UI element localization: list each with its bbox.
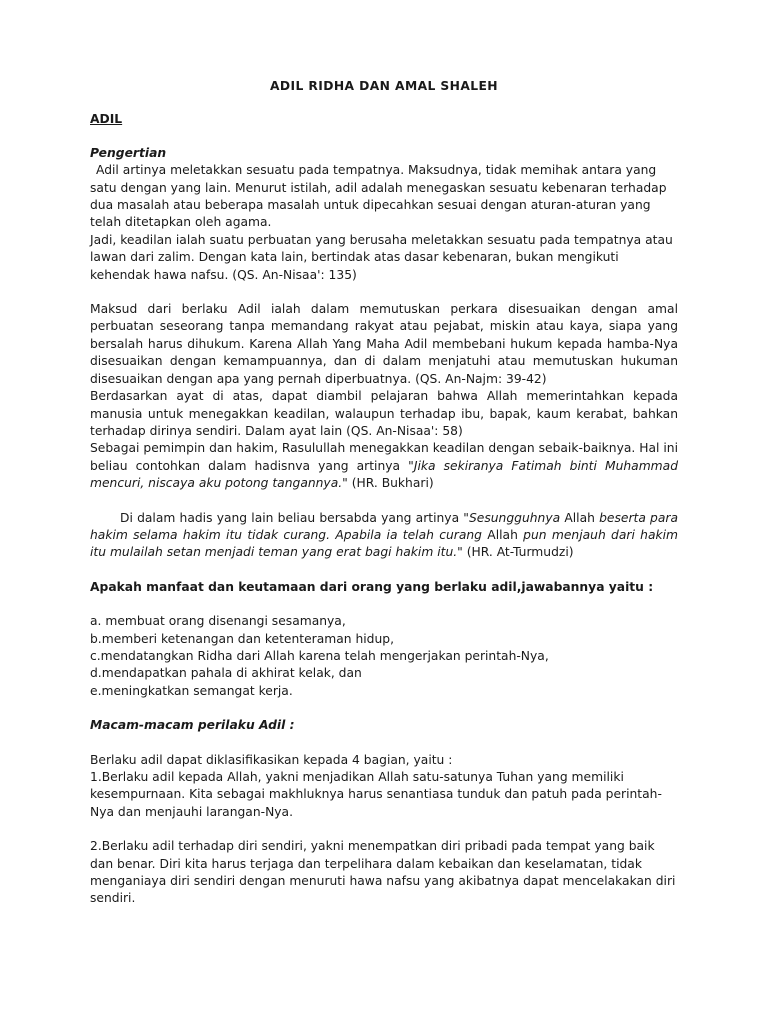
paragraph-macam-1: 1.Berlaku adil kepada Allah, yakni menjadikan Allah satu-satunya Tuhan yang memiliki kesempurnaan. Kita sebagai makhluknya harus senantiasa tunduk dan patuh pada perintah-Nya dan menjauhi larangan-Nya. <box>90 770 662 819</box>
hadith-source-turmudzi: " (HR. At-Turmudzi) <box>457 545 574 560</box>
paragraph-macam-2: 2.Berlaku adil terhadap diri sendiri, yakni menempatkan diri pribadi pada tempat yang baik dan benar. Diri kita harus terjaga dan terpelihara dalam kebaikan dan keselamatan, tidak menganiaya diri sendiri dengan menuruti hawa nafsu yang akibatnya dapat mencelakakan diri sendiri. <box>90 839 676 906</box>
spacer <box>90 735 678 752</box>
hadis-quote-part1: Sesungguhnya <box>468 510 561 525</box>
list-item: b.memberi ketenangan dan ketenteraman hidup, <box>90 631 394 646</box>
benefits-list <box>90 613 678 700</box>
paragraph-pemimpin <box>90 440 678 492</box>
spacer <box>90 821 678 838</box>
paragraph-berdasarkan: Berdasarkan ayat di atas, dapat diambil pelajaran bahwa Allah memerintahkan kepada manusia untuk menegakkan keadilan, walaupun terhadap ibu, bapak, kaum kerabat, bahkan terhadap dirinya sendiri. Dalam ayat lain (QS. An-Nisaa': 58) <box>90 389 678 438</box>
document-title: ADIL RIDHA DAN AMAL SHALEH <box>269 79 499 93</box>
paragraph-hadis-hakim <box>90 510 678 562</box>
list-item: e.meningkatkan semangat kerja. <box>90 683 293 698</box>
list-item: a. membuat orang disenangi sesamanya, <box>90 614 346 629</box>
list-item: c.mendatangkan Ridha dari Allah karena telah mengerjakan perintah-Nya, <box>90 648 549 663</box>
spacer <box>90 284 678 301</box>
hadis-intro: Di dalam hadis yang lain beliau bersabda yang artinya " <box>120 510 469 525</box>
hadis-allah-2: Allah <box>481 527 524 542</box>
spacer <box>90 596 678 613</box>
hadis-quote-part3: pun menjauh dari hakim itu mulailah setan menjadi teman yang erat bagi hakim itu. <box>90 527 679 560</box>
hadis-allah-1: Allah <box>560 510 600 525</box>
paragraph-pemimpin-text: Sebagai pemimpin dan hakim, Rasulullah menegakkan keadilan dengan sebaik-baiknya. Hal ini beliau contohkan dalam hadisnva yang artinya <box>90 441 678 473</box>
spacer <box>90 700 678 717</box>
paragraph-keadilan: Jadi, keadilan ialah suatu perbuatan yang berusaha meletakkan sesuatu pada tempatnya atau lawan dari zalim. Dengan kata lain, bertindak atas dasar kebenaran, bukan mengikuti kehendak hawa nafsu. (QS. An-Nisaa': 135) <box>90 232 673 282</box>
hadith-source-bukhari: (HR. Bukhari) <box>347 476 434 491</box>
paragraph-macam-intro: Berlaku adil dapat diklasifikasikan kepada 4 bagian, yaitu : <box>90 752 453 767</box>
question-manfaat: Apakah manfaat dan keutamaan dari orang yang berlaku adil,jawabannya yaitu : <box>90 579 654 594</box>
spacer <box>90 493 678 510</box>
section-heading-adil: ADIL <box>90 112 123 127</box>
paragraph-maksud: Maksud dari berlaku Adil ialah dalam memutuskan perkara disesuaikan dengan amal perbuatan seseorang tanpa memandang rakyat atau pejabat, miskin atau kaya, siapa yang bersalah harus dihukum. Karena Allah Yang Maha Adil membebani hukum kepada hamba-Nya disesuaikan dengan kemampuannya, dan di dalam menjatuhi atau memutuskan hukuman disesuaikan dengan apa yang pernah diperbuatnya. (QS. An-Najm: 39-42) <box>90 302 678 386</box>
list-item: d.mendapatkan pahala di akhirat kelak, dan <box>90 666 362 681</box>
subheading-macam: Macam-macam perilaku Adil : <box>90 718 295 733</box>
hadith-quote-fatimah: "Jika sekiranya Fatimah binti Muhammad mencuri, niscaya aku potong tangannya." <box>90 458 679 491</box>
document-page <box>90 78 678 908</box>
spacer <box>90 562 678 579</box>
subheading-pengertian: Pengertian <box>90 145 167 160</box>
hadis-quote-part2: beserta para hakim selama hakim itu tidak curang. Apabila ia telah curang <box>90 510 678 542</box>
paragraph-definition: Adil artinya meletakkan sesuatu pada tempatnya. Maksudnya, tidak memihak antara yang satu dengan yang lain. Menurut istilah, adil adalah menegaskan sesuatu kebenaran terhadap dua masalah atau beberapa masalah untuk dipecahkan sesuai dengan aturan-aturan yang telah ditetapkan oleh agama. <box>90 163 667 230</box>
